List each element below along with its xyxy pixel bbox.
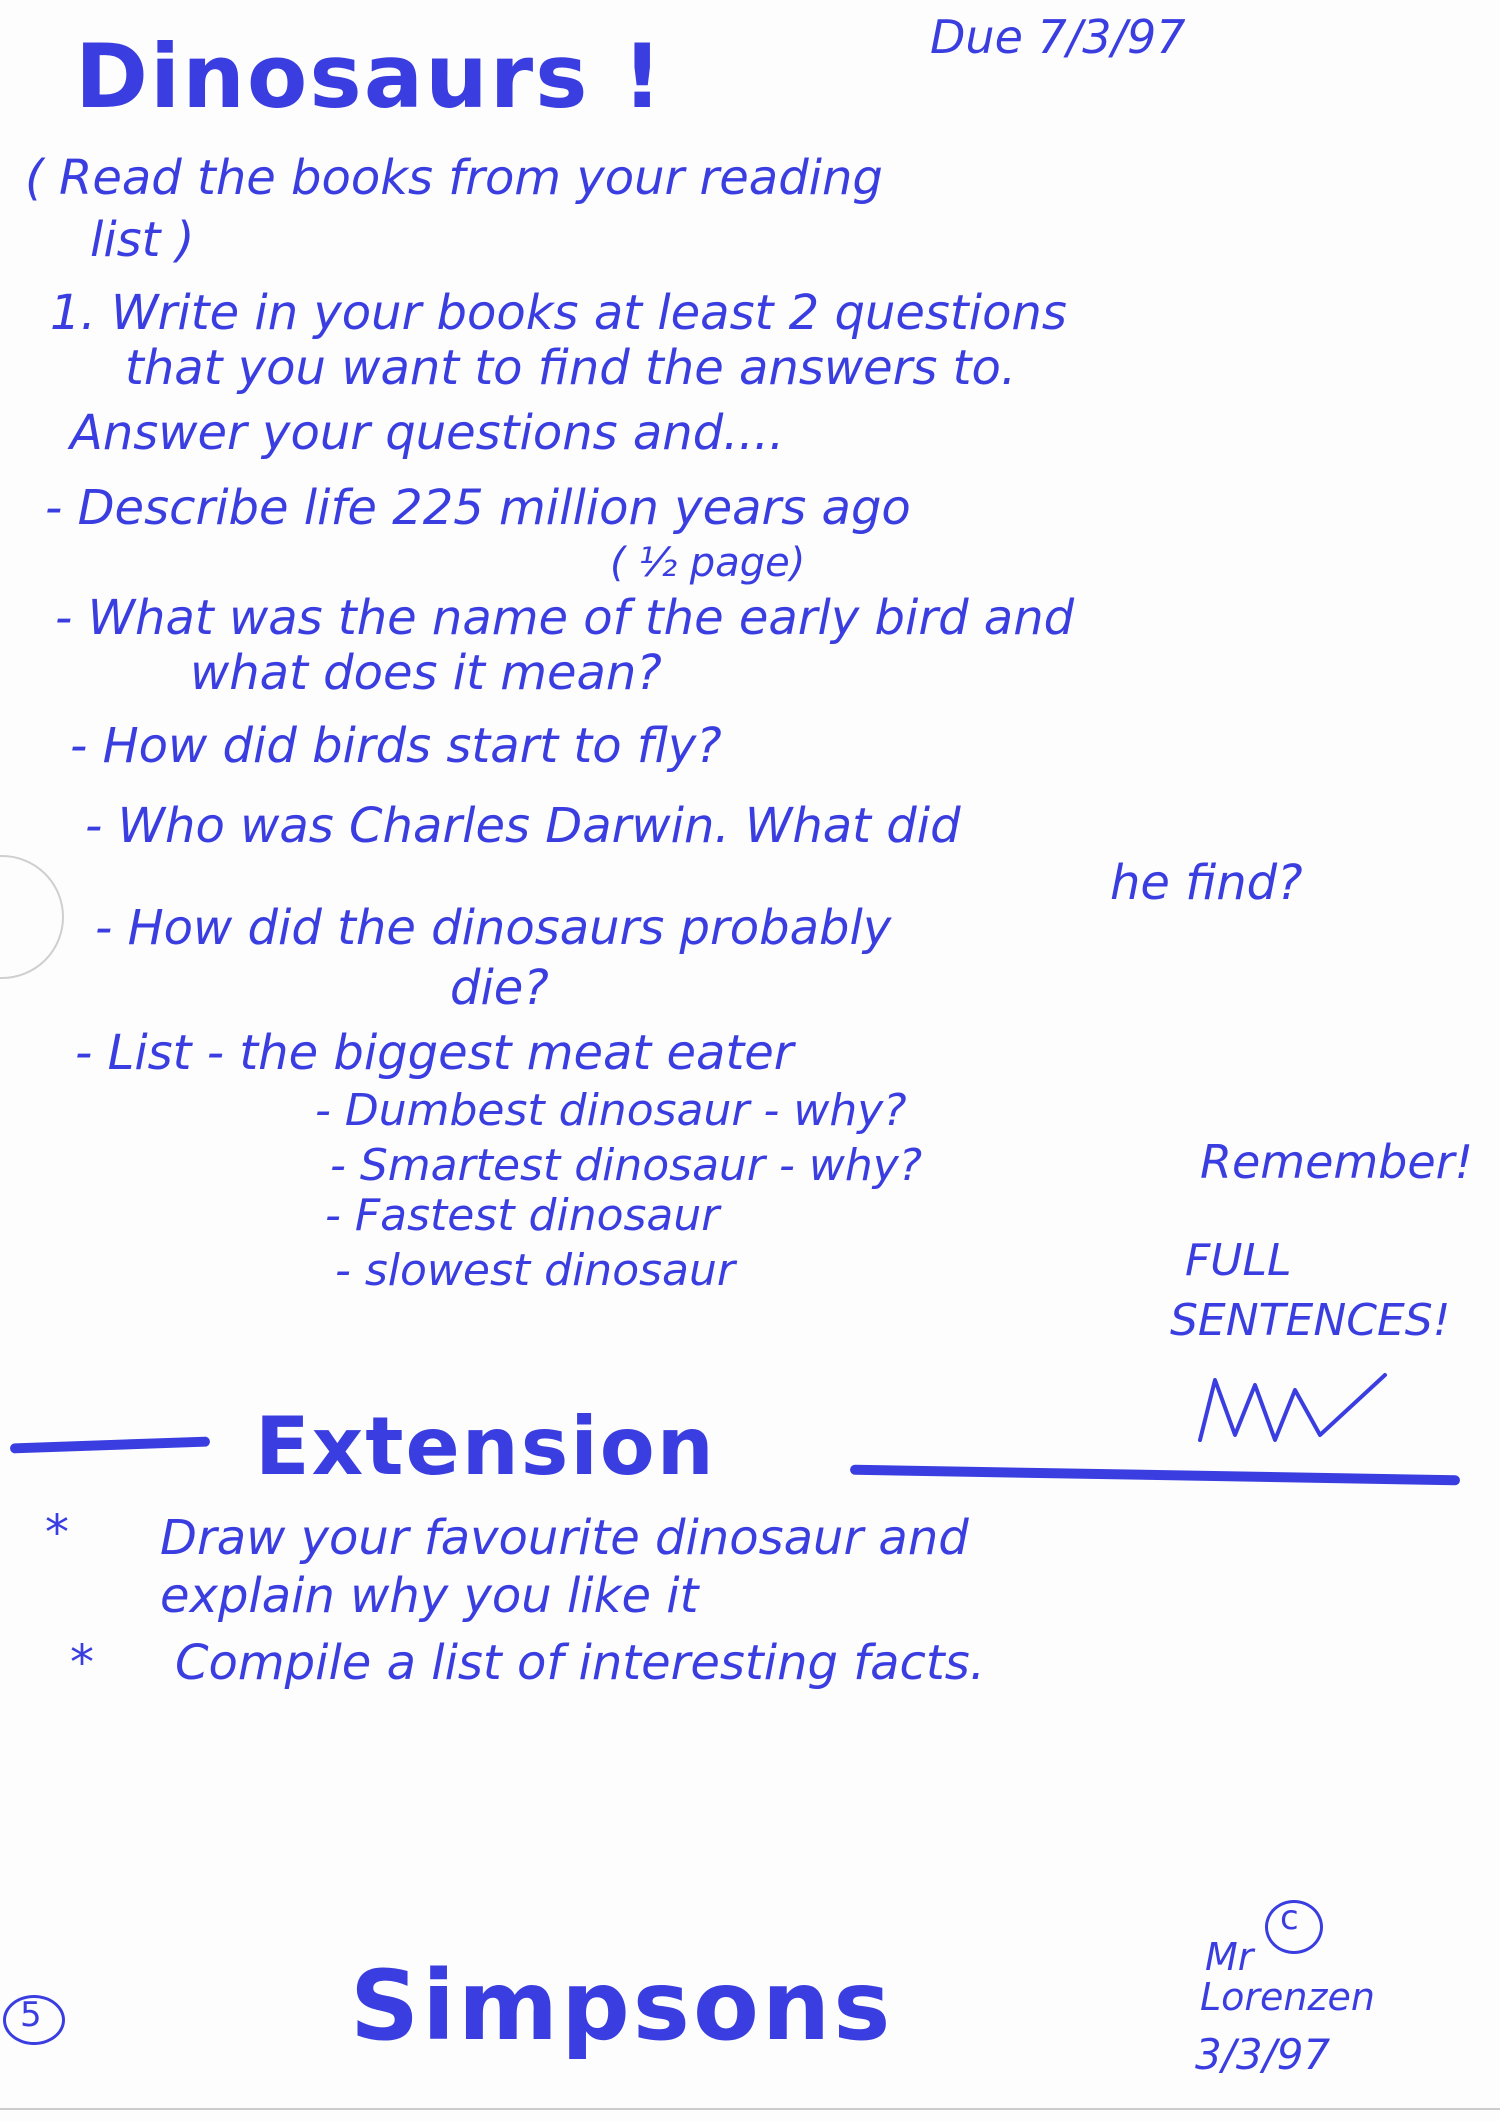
page-bottom-edge (0, 2108, 1500, 2110)
punch-hole (0, 855, 64, 979)
bullet-early-bird: - What was the name of the early bird and (55, 590, 1075, 646)
star-bullet-1: * (45, 1505, 69, 1561)
task-line-2: that you want to find the answers to. (125, 340, 1017, 396)
sub-dumbest: - Dumbest dinosaur - why? (315, 1085, 907, 1136)
extension-item-1: Draw your favourite dinosaur and (160, 1510, 969, 1566)
reminder-sentences: SENTENCES! (1170, 1295, 1451, 1346)
sub-smartest: - Smartest dinosaur - why? (330, 1140, 923, 1191)
sub-fastest: - Fastest dinosaur (325, 1190, 720, 1241)
extension-heading: Extension (255, 1400, 716, 1493)
bullet-list: - List - the biggest meat eater (75, 1025, 794, 1081)
reminder-remember: Remember! (1200, 1135, 1474, 1189)
bullet-darwin: - Who was Charles Darwin. What did (85, 798, 961, 854)
signature-date: 3/3/97 (1195, 2030, 1331, 2079)
bullet-early-bird-cont: what does it mean? (190, 645, 662, 701)
sub-slowest: - slowest dinosaur (335, 1245, 735, 1296)
bullet-darwin-cont: he find? (1110, 855, 1303, 911)
extension-rule-right (850, 1465, 1460, 1486)
bullet-birds-fly: - How did birds start to fly? (70, 718, 722, 774)
bullet-dinosaurs-die: - How did the dinosaurs probably (95, 900, 892, 956)
initials-signature (1195, 1370, 1395, 1450)
bullet-dinosaurs-die-cont: die? (450, 960, 549, 1016)
bullet-describe-life-note: ( ½ page) (610, 540, 806, 586)
page-title: Dinosaurs ! (75, 25, 665, 128)
teacher-name: Lorenzen (1200, 1975, 1375, 2019)
intro-line-1: ( Read the books from your reading (25, 150, 883, 206)
star-bullet-2: * (70, 1635, 94, 1691)
teacher-title: Mr (1205, 1935, 1254, 1979)
intro-line-2: list ) (90, 212, 195, 268)
class-name: Simpsons (350, 1950, 894, 2062)
due-date: Due 7/3/97 (930, 10, 1186, 64)
copyright-symbol: c (1280, 1898, 1299, 1938)
extension-item-1-cont: explain why you like it (160, 1568, 699, 1624)
bullet-describe-life: - Describe life 225 million years ago (45, 480, 911, 536)
extension-item-2: Compile a list of interesting facts. (175, 1635, 985, 1691)
page-number: 5 (20, 1995, 42, 2035)
extension-rule-left (10, 1437, 210, 1454)
task-line-3: Answer your questions and.... (70, 405, 785, 461)
reminder-full: FULL (1185, 1235, 1292, 1286)
task-line-1: 1. Write in your books at least 2 questions (50, 285, 1067, 341)
